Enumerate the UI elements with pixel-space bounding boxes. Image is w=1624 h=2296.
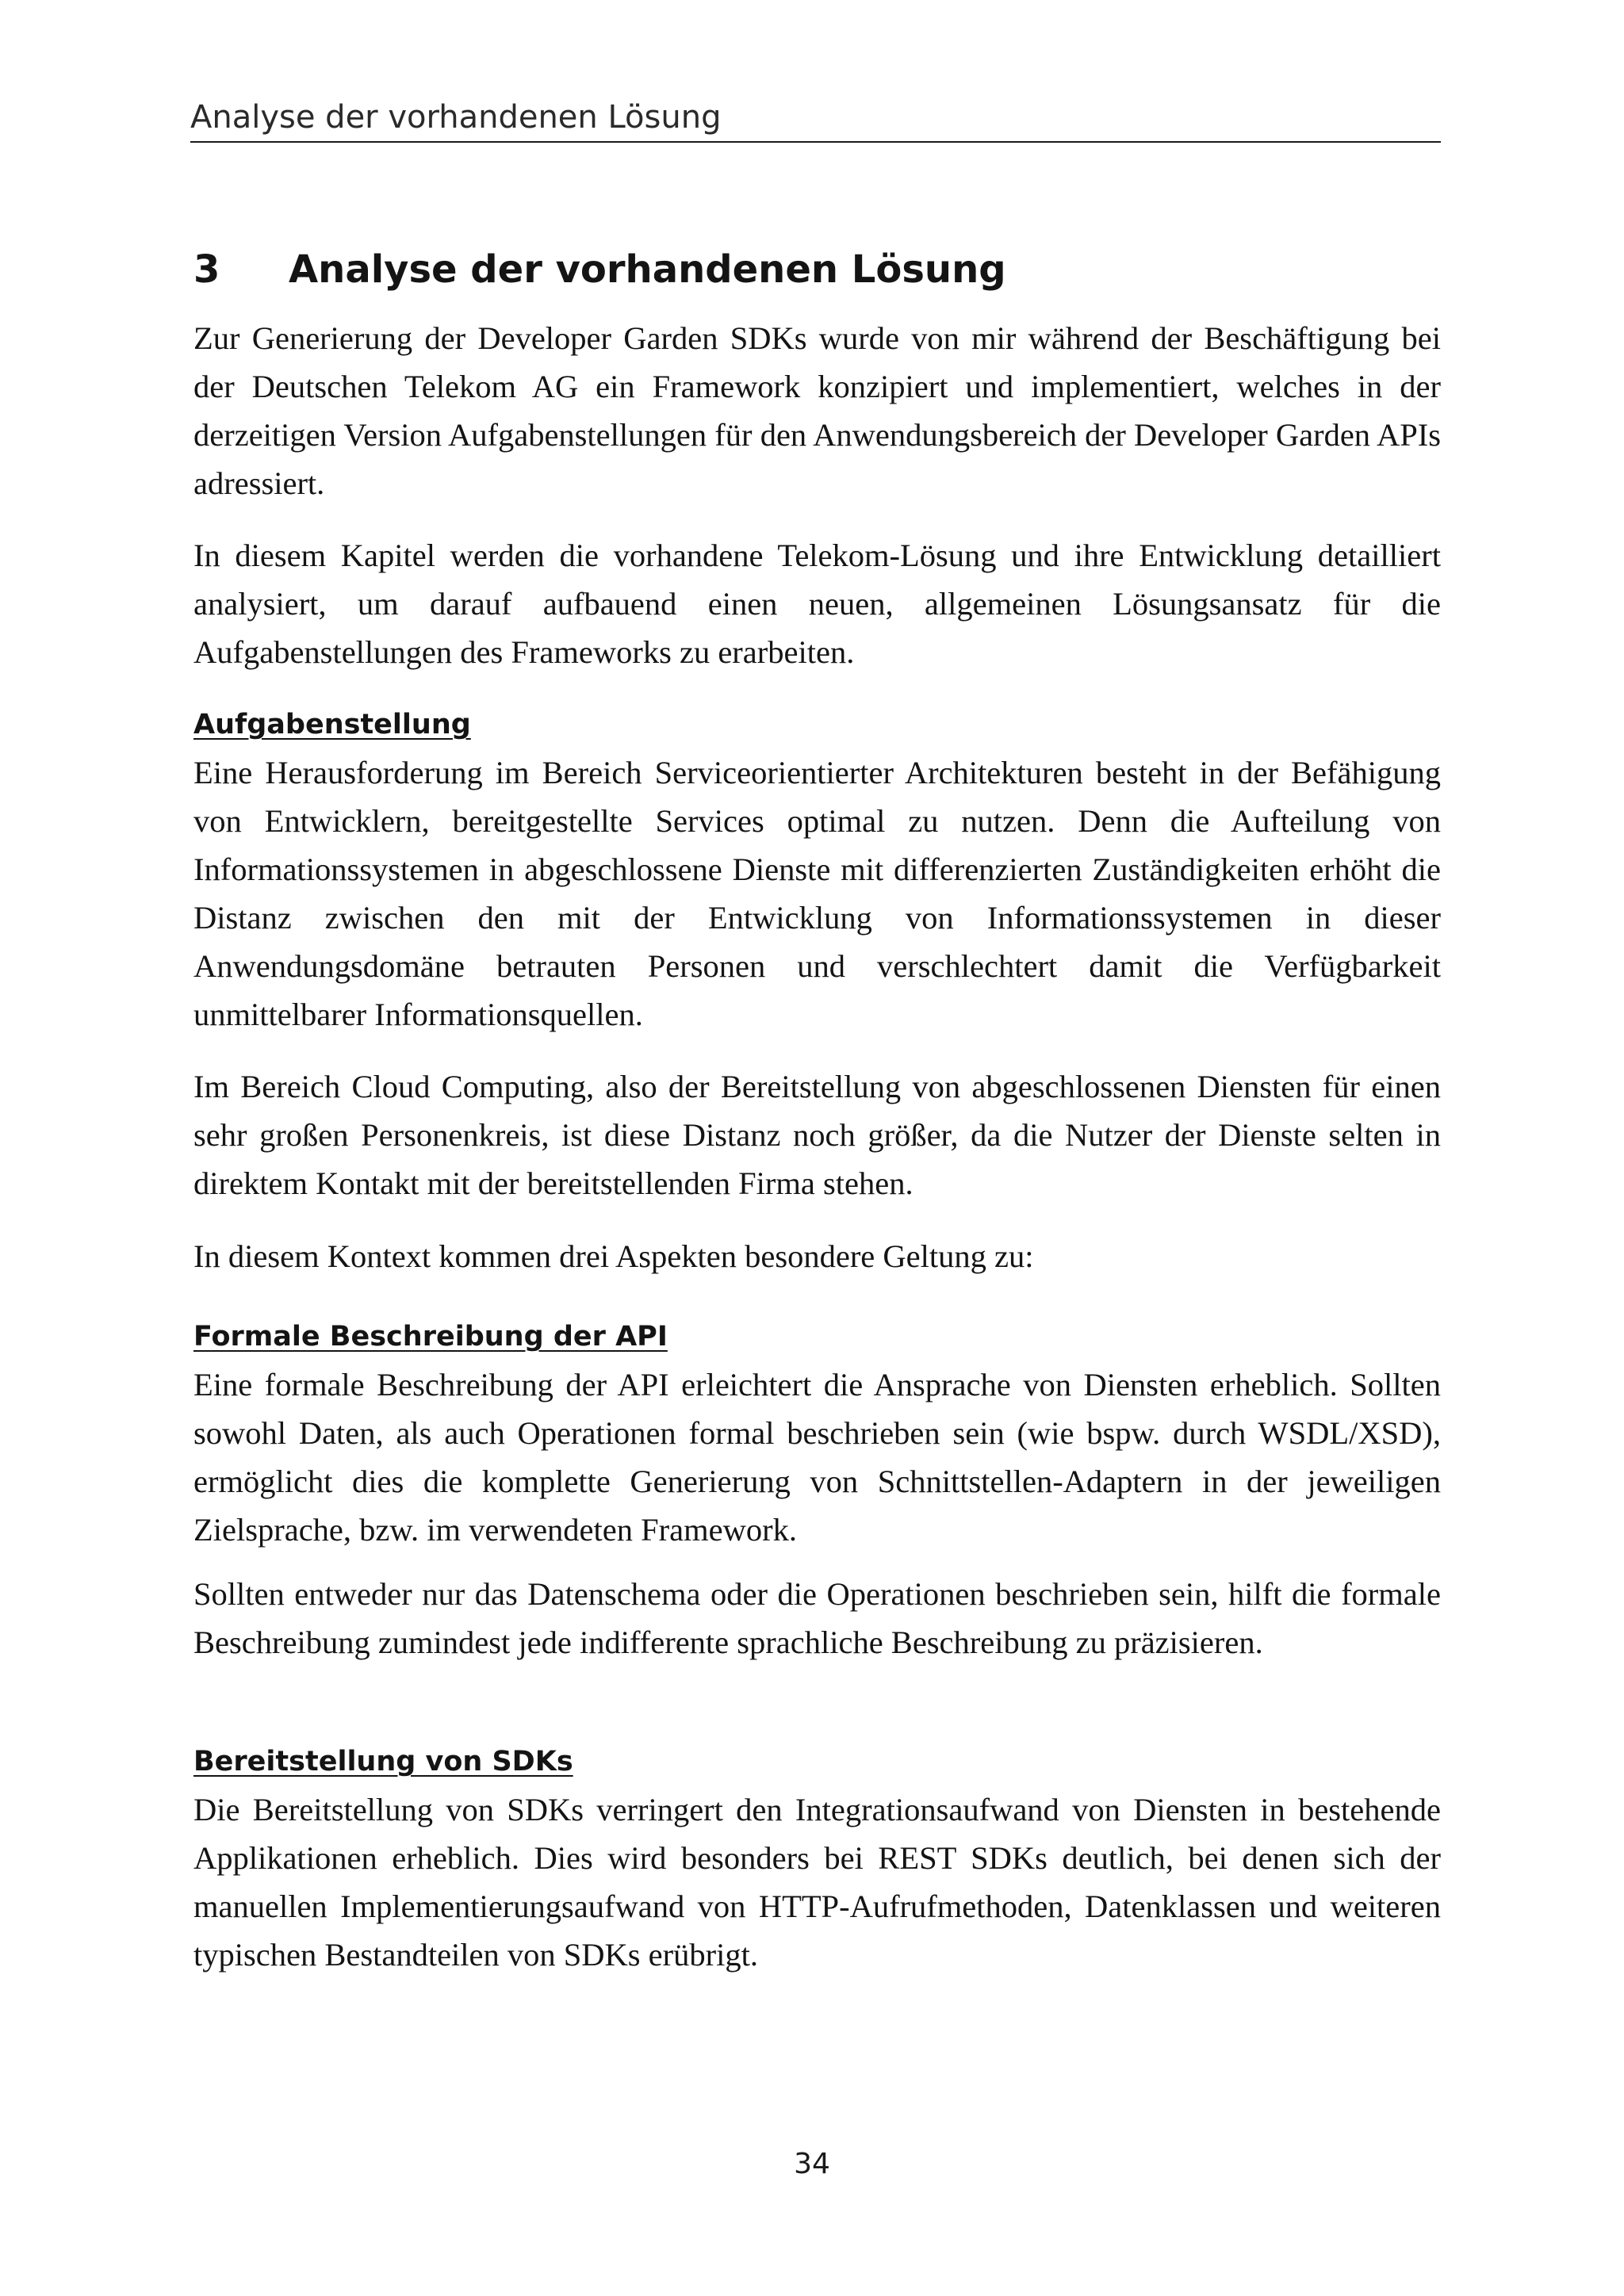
- chapter-title: Analyse der vorhandenen Lösung: [289, 247, 1006, 292]
- aufgabenstellung-section: [193, 701, 1441, 1039]
- intro-section-2: [193, 531, 1441, 676]
- chapter-number: 3: [193, 247, 220, 292]
- bereitstellung-sdks-section: [193, 1738, 1441, 1979]
- aufgabenstellung-heading: Aufgabenstellung: [193, 709, 471, 740]
- aufgabenstellung-section-3: [193, 1232, 1441, 1280]
- aufgabenstellung-paragraph-1: Eine Herausforderung im Bereich Serviceorientierter Architekturen besteht in der Befähigung von Entwicklern, bereitgestellte Services optimal zu nutzen. Denn die Aufteilung von Informationssystemen in abgeschlossene Dienste mit differenzierten Zuständigkeiten erhöht die Distanz zwischen den mit der Entwicklung von Informationssystemen in dieser Anwendungsdomäne betrauten Personen und verschlechtert damit die Verfügbarkeit unmittelbarer Informationsquellen.: [193, 755, 1441, 1032]
- formale-beschreibung-paragraph-1: Eine formale Beschreibung der API erleichtert die Ansprache von Diensten erheblich. Sollten sowohl Daten, als auch Operationen formal beschrieben sein (wie bspw. durch WSDL/XSD), ermöglicht dies die komplette Generierung von Schnittstellen-Adaptern in der jeweiligen Zielsprache, bzw. im verwendeten Framework.: [193, 1367, 1441, 1548]
- formale-beschreibung-heading: Formale Beschreibung der API: [193, 1321, 668, 1353]
- bereitstellung-sdks-paragraph-1: Die Bereitstellung von SDKs verringert den Integrationsaufwand von Diensten in bestehende Applikationen erheblich. Dies wird besonders bei REST SDKs deutlich, bei denen sich der manuellen Implementierungsaufwand von HTTP-Aufrufmethoden, Datenklassen und weiteren typischen Bestandteilen von SDKs erübrigt.: [193, 1792, 1441, 1973]
- chapter-heading: [193, 238, 1441, 301]
- page-number: 34: [794, 2148, 830, 2180]
- running-header: [190, 94, 1441, 143]
- formale-beschreibung-section: [193, 1313, 1441, 1554]
- formale-beschreibung-paragraph-2: Sollten entweder nur das Datenschema oder die Operationen beschrieben sein, hilft die formale Beschreibung zumindest jede indifferente sprachliche Beschreibung zu präzisieren.: [193, 1576, 1441, 1660]
- aufgabenstellung-paragraph-2: Im Bereich Cloud Computing, also der Bereitstellung von abgeschlossenen Diensten für einen sehr großen Personenkreis, ist diese Distanz noch größer, da die Nutzer der Dienste selten in direktem Kontakt mit der bereitstellenden Firma stehen.: [193, 1069, 1441, 1201]
- aufgabenstellung-paragraph-3: In diesem Kontext kommen drei Aspekten besondere Geltung zu:: [193, 1238, 1034, 1274]
- aufgabenstellung-section-2: [193, 1062, 1441, 1207]
- bereitstellung-sdks-heading: Bereitstellung von SDKs: [193, 1746, 573, 1777]
- running-header-title: Analyse der vorhandenen Lösung: [190, 99, 722, 136]
- intro-paragraph-1: Zur Generierung der Developer Garden SDKs wurde von mir während der Beschäftigung bei der Deutschen Telekom AG ein Framework konzipiert und implementiert, welches in der derzeitigen Version Aufgabenstellungen für den Anwendungsbereich der Developer Garden APIs adressiert.: [193, 320, 1441, 501]
- formale-beschreibung-section-2: [193, 1570, 1441, 1667]
- intro-section: [193, 314, 1441, 507]
- intro-paragraph-2: In diesem Kapitel werden die vorhandene Telekom-Lösung und ihre Entwicklung detailliert analysiert, um darauf aufbauend einen neuen, allgemeinen Lösungsansatz für die Aufgabenstellungen des Frameworks zu erarbeiten.: [193, 538, 1441, 670]
